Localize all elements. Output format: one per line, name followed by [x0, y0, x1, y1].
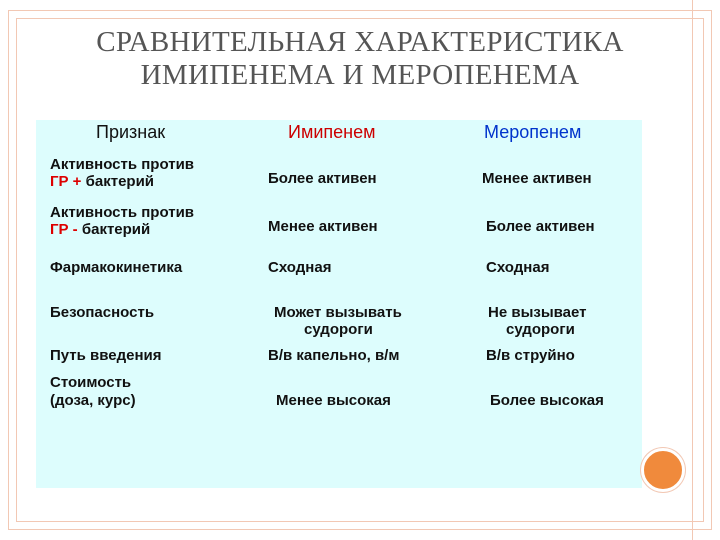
- slide-title-line-2: ИМИПЕНЕМА И МЕРОПЕНЕМА: [140, 59, 580, 91]
- row-2-gram-label: ГР -: [50, 221, 78, 238]
- row-6-imipenem: Менее высокая: [276, 392, 391, 409]
- row-4-imipenem-line-1: Может вызывать: [274, 304, 402, 321]
- header-feature: Признак: [96, 122, 166, 142]
- header-meropenem: Меропенем: [484, 122, 582, 142]
- row-3-meropenem: Сходная: [486, 259, 550, 276]
- comparison-table: [36, 120, 642, 488]
- slide-title-line-1: СРАВНИТЕЛЬНАЯ ХАРАКТЕРИСТИКА: [96, 26, 624, 58]
- row-4-meropenem-line-1: Не вызывает: [488, 304, 587, 321]
- row-1-feature-line-2: [50, 173, 154, 190]
- slide-right-rule: [692, 0, 693, 540]
- row-2-feature-line-2: [50, 221, 150, 238]
- row-4-feature: Безопасность: [50, 304, 155, 321]
- row-1-meropenem: Менее активен: [482, 170, 592, 187]
- row-6-feature-line-2: (доза, курс): [50, 392, 136, 409]
- header-imipenem: Имипенем: [288, 122, 376, 142]
- row-6-feature-line-1: Стоимость: [50, 374, 132, 391]
- row-1-gram-label: ГР +: [50, 173, 82, 190]
- row-2-feature-line-1: Активность против: [50, 204, 195, 221]
- slide-title: [40, 26, 680, 92]
- row-4-meropenem-line-2: судороги: [506, 321, 575, 338]
- row-4-imipenem-line-2: судороги: [304, 321, 373, 338]
- row-1-imipenem: Более активен: [268, 170, 377, 187]
- row-2-imipenem: Менее активен: [268, 218, 378, 235]
- row-1-feature-line-1: Активность против: [50, 156, 195, 173]
- row-5-meropenem: В/в струйно: [486, 347, 575, 364]
- row-1-feature-rest: бактерий: [81, 173, 155, 190]
- row-6-meropenem: Более высокая: [490, 392, 604, 409]
- decorative-circle-icon: [641, 448, 685, 492]
- row-2-feature-rest: бактерий: [77, 221, 151, 238]
- row-5-imipenem: В/в капельно, в/м: [268, 347, 400, 364]
- row-2-meropenem: Более активен: [486, 218, 595, 235]
- row-5-feature: Путь введения: [50, 347, 162, 364]
- row-3-imipenem: Сходная: [268, 259, 332, 276]
- row-3-feature: Фармакокинетика: [50, 259, 183, 276]
